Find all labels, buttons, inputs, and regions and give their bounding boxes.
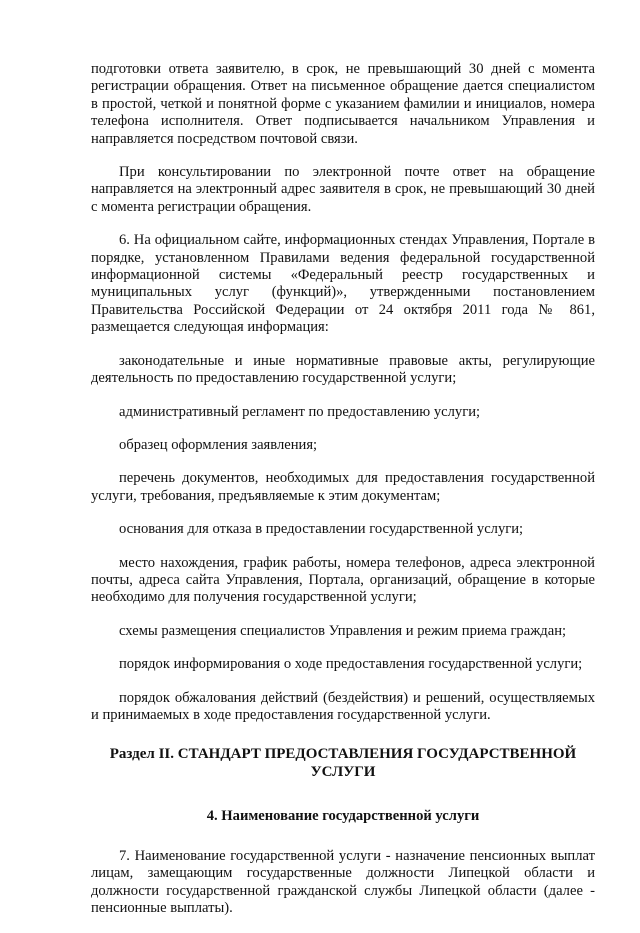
list-item-legal-acts: законодательные и иные нормативные правовые акты, регулирующие деятельность по предоставлению государственной услуги; xyxy=(91,352,595,387)
paragraph-email-consultation: При консультировании по электронной почте ответ на обращение направляется на электронный адрес заявителя в срок, не превышающий 30 дней с момента регистрации обращения. xyxy=(91,164,595,215)
list-item-application-sample: образец оформления заявления; xyxy=(119,436,318,453)
list-item-informing-order: порядок информирования о ходе предоставления государственной услуги; xyxy=(119,656,583,673)
list-item-refusal-grounds: основания для отказа в предоставлении государственной услуги; xyxy=(119,521,524,538)
paragraph-item-7: 7. Наименование государственной услуги - назначение пенсионных выплат лицам, замещающим государственные должности Липецкой области и должности государственной гражданской службы Липецкой области (далее - пенсионные выплаты). xyxy=(91,847,595,916)
list-item-contacts: место нахождения, график работы, номера телефонов, адреса электронной почты, адреса сайта Управления, Портала, организаций, обращение в которые необходимо для получения государственной услуги; xyxy=(91,554,595,606)
document-page xyxy=(91,61,595,933)
section-title: Раздел II. СТАНДАРТ ПРЕДОСТАВЛЕНИЯ ГОСУДАРСТВЕННОЙ УСЛУГИ xyxy=(109,746,577,780)
paragraph-item-6: 6. На официальном сайте, информационных стендах Управления, Портале в порядке, установленном Правилами ведения федеральной государственной информационной системы «Федеральный реестр государственных и муниципальных услуг (функций)», утвержденными постановлением Правительства Российской Федерации от 24 октября 2011 года № 861, размещается следующая информация: xyxy=(91,232,595,336)
subsection-title: 4. Наименование государственной услуги xyxy=(206,808,480,825)
list-item-regulation: административный регламент по предоставлению услуги; xyxy=(119,403,481,420)
list-item-schemes: схемы размещения специалистов Управления и режим приема граждан; xyxy=(119,622,567,639)
list-item-documents: перечень документов, необходимых для предоставления государственной услуги, требования, предъявляемые к этим документам; xyxy=(91,470,595,504)
paragraph-continuation: подготовки ответа заявителю, в срок, не превышающий 30 дней с момента регистрации обращения. Ответ на письменное обращение дается специалистом в простой, четкой и понятной форме с указанием фамилии и инициалов, номера телефона исполнителя. Ответ подписывается начальником Управления и направляется посредством почтовой связи. xyxy=(91,61,595,147)
list-item-appeal-order: порядок обжалования действий (бездействия) и решений, осуществляемых и принимаемых в ходе предоставления государственной услуги. xyxy=(91,689,595,723)
